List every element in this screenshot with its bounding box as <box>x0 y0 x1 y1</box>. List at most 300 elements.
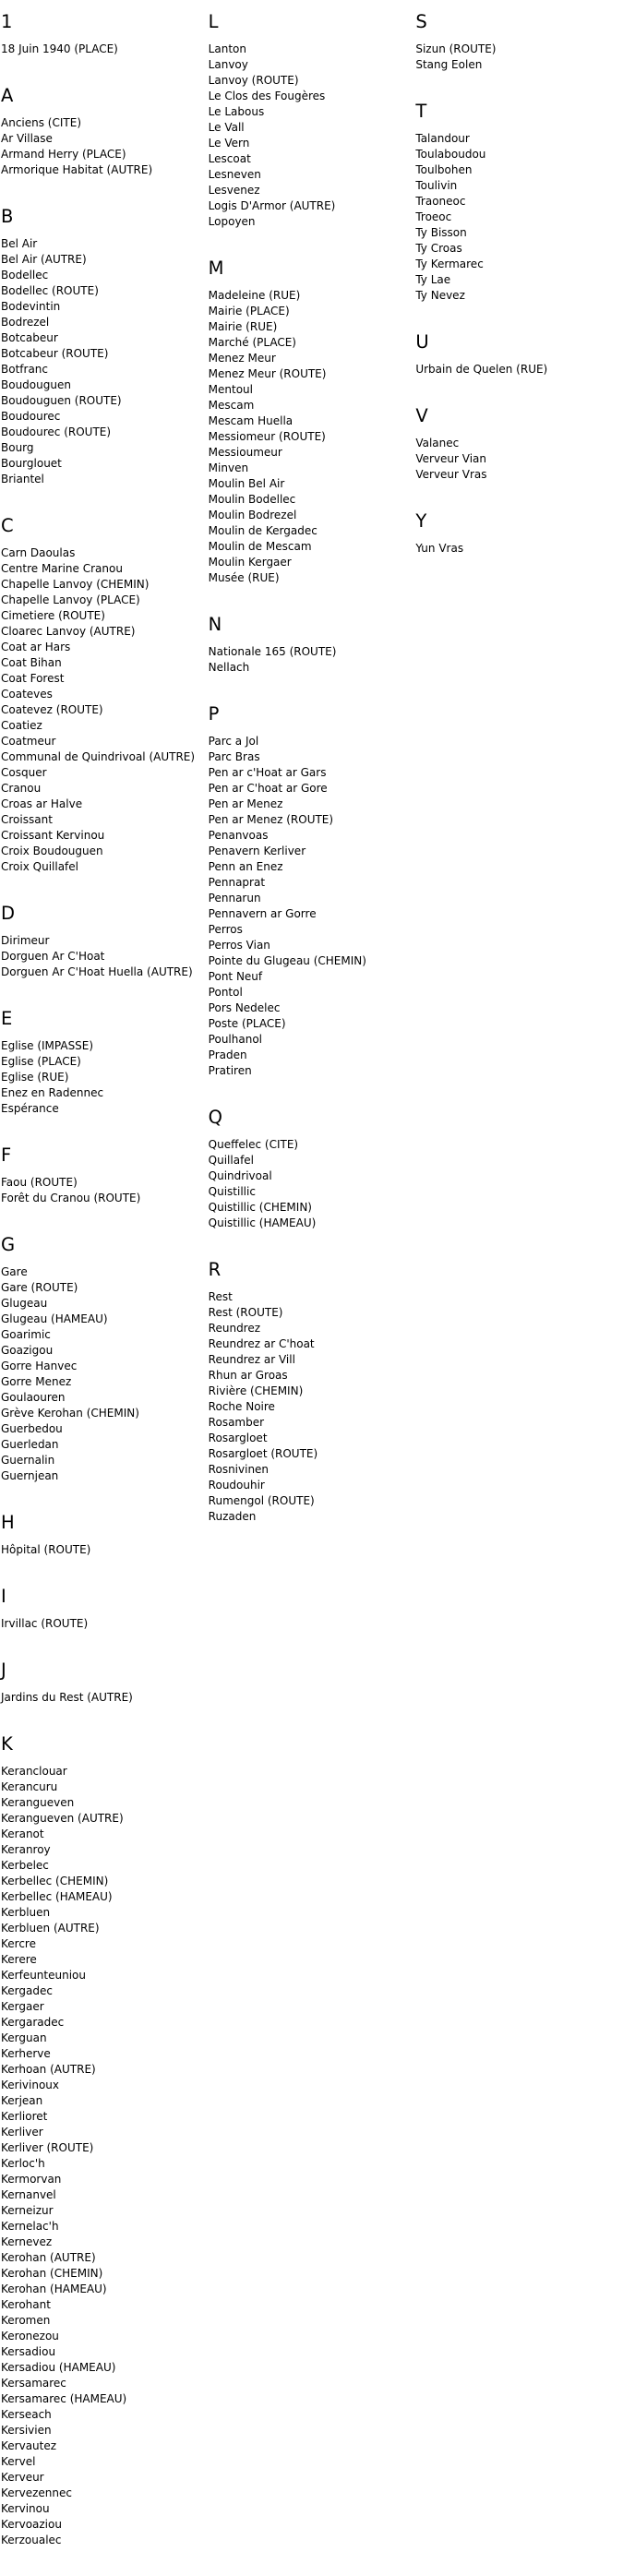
street-list-item <box>209 366 416 382</box>
street-link[interactable]: Hôpital (ROUTE) <box>1 1543 91 1556</box>
street-link[interactable]: Pratiren <box>208 1064 252 1077</box>
street-list-item <box>209 1336 416 1352</box>
street-link[interactable]: Mescam Huella <box>208 414 294 427</box>
street-link[interactable]: Guerledan <box>1 1438 59 1451</box>
street-link[interactable]: Kervezennec <box>1 2486 72 2499</box>
street-link[interactable]: Kerere <box>1 1953 37 1966</box>
street-link[interactable]: Poulhanol <box>208 1033 263 1046</box>
street-link[interactable]: Gare <box>1 1265 28 1278</box>
street-link[interactable]: Reundrez <box>208 1322 261 1335</box>
street-link[interactable]: Kerveur <box>1 2471 44 2484</box>
street-list <box>1 1175 209 1206</box>
street-list-item <box>209 1048 416 1063</box>
street-link[interactable]: Quillafel <box>208 1154 255 1167</box>
street-link[interactable]: Kerliver <box>1 2126 43 2139</box>
street-list <box>1 1690 209 1706</box>
street-link[interactable]: Bourg <box>1 441 34 454</box>
street-link[interactable]: Lesneven <box>208 168 261 181</box>
street-link[interactable]: Coatmeur <box>1 735 56 748</box>
street-link[interactable]: Guernjean <box>1 1469 59 1482</box>
street-link[interactable]: Croix Boudouguen <box>1 845 103 857</box>
street-link[interactable]: Urbain de Quelen (RUE) <box>415 363 548 376</box>
street-list-item <box>209 492 416 508</box>
street-link[interactable]: Kercre <box>1 1937 36 1950</box>
section-letter-heading: S <box>415 11 427 32</box>
street-link[interactable]: Pennavern ar Gorre <box>208 907 317 920</box>
street-link[interactable]: Parc Bras <box>208 750 260 763</box>
street-list-item <box>209 1168 416 1184</box>
street-link[interactable]: Le Clos des Fougères <box>208 90 326 102</box>
street-link[interactable]: Kersamarec <box>1 2377 66 2390</box>
letter-section-s <box>415 11 623 73</box>
street-link[interactable]: Pointe du Glugeau (CHEMIN) <box>208 954 366 967</box>
street-link[interactable]: Lesvenez <box>208 184 260 197</box>
street-link[interactable]: Croissant Kervinou <box>1 829 105 842</box>
street-link[interactable]: Mairie (PLACE) <box>208 305 290 318</box>
street-link[interactable]: Kerohan (AUTRE) <box>1 2251 96 2264</box>
street-link[interactable]: Moulin Kergaer <box>208 556 292 569</box>
street-link[interactable]: Botcabeur (ROUTE) <box>1 347 109 360</box>
street-link[interactable]: Kerbellec (CHEMIN) <box>1 1875 109 1887</box>
street-link[interactable]: Bodevintin <box>1 300 61 313</box>
street-link[interactable]: Le Vern <box>208 137 250 150</box>
street-link[interactable]: Ty Bisson <box>415 226 467 239</box>
street-link[interactable]: Toulivin <box>415 179 458 192</box>
street-link[interactable]: Kerliver (ROUTE) <box>1 2141 94 2154</box>
street-link[interactable]: Rest (ROUTE) <box>208 1306 283 1319</box>
street-link[interactable]: Moulin Bodrezel <box>208 509 297 521</box>
street-link[interactable]: Carn Daoulas <box>1 546 76 559</box>
street-list-item <box>415 57 623 73</box>
street-link[interactable]: Chapelle Lanvoy (CHEMIN) <box>1 578 150 591</box>
street-link[interactable]: Kervautez <box>1 2439 57 2452</box>
street-link[interactable]: Penanvoas <box>208 829 269 842</box>
street-link[interactable]: Ty Kermarec <box>415 258 484 270</box>
street-link[interactable]: Kernevez <box>1 2235 53 2248</box>
street-link[interactable]: Nationale 165 (ROUTE) <box>208 645 337 658</box>
street-link[interactable]: Botcabeur <box>1 331 58 344</box>
street-link[interactable]: Kervel <box>1 2455 36 2468</box>
street-link[interactable]: Goarimic <box>1 1328 51 1341</box>
street-link[interactable]: Penavern Kerliver <box>208 845 306 857</box>
street-list-item <box>209 644 416 660</box>
index-column-1 <box>1 0 209 2576</box>
street-link[interactable]: Kersivien <box>1 2424 52 2437</box>
street-link[interactable]: Gorre Menez <box>1 1375 72 1388</box>
street-list-item <box>1 1690 209 1706</box>
street-list-item <box>209 1289 416 1305</box>
street-link[interactable]: Kerohan (CHEMIN) <box>1 2267 103 2280</box>
street-link[interactable]: Keromen <box>1 2314 51 2327</box>
street-link[interactable]: Stang Eolen <box>415 58 483 71</box>
street-list-item <box>415 241 623 257</box>
street-list-item <box>1 2376 209 2391</box>
street-link[interactable]: Briantel <box>1 473 44 485</box>
street-link[interactable]: Enez en Radennec <box>1 1086 104 1099</box>
letter-section-j <box>1 1659 209 1706</box>
street-link[interactable]: Rivière (CHEMIN) <box>208 1384 304 1397</box>
street-link[interactable]: Kerherve <box>1 2047 51 2060</box>
street-link[interactable]: Kernanvel <box>1 2188 56 2201</box>
street-link[interactable]: Anciens (CITE) <box>1 116 81 129</box>
street-link[interactable]: Communal de Quindrivoal (AUTRE) <box>1 750 196 763</box>
street-link[interactable]: Kervinou <box>1 2502 50 2515</box>
street-list-item <box>1 2344 209 2360</box>
street-link[interactable]: Bel Air <box>1 237 38 250</box>
street-list-item <box>1 561 209 577</box>
street-link[interactable]: Roche Noire <box>208 1400 275 1413</box>
street-link[interactable]: Gare (ROUTE) <box>1 1281 78 1294</box>
street-link[interactable]: Eglise (RUE) <box>1 1071 69 1084</box>
street-list-item <box>1 949 209 965</box>
street-link[interactable]: Keranclouar <box>1 1765 67 1778</box>
street-link[interactable]: Pen ar Menez (ROUTE) <box>208 813 334 826</box>
street-list-item <box>1 2203 209 2219</box>
street-link[interactable]: Pont Neuf <box>208 970 263 983</box>
street-list-item <box>1 1842 209 1858</box>
street-link[interactable]: Kerancuru <box>1 1780 58 1793</box>
street-link[interactable]: Armorique Habitat (AUTRE) <box>1 163 153 176</box>
section-letter-heading: I <box>1 1586 6 1607</box>
street-link[interactable]: Croas ar Halve <box>1 797 83 810</box>
street-link[interactable]: Bel Air (AUTRE) <box>1 253 87 266</box>
street-list-item <box>209 985 416 1000</box>
street-link[interactable]: Perros Vian <box>208 939 270 952</box>
street-link[interactable]: Kermorvan <box>1 2173 62 2186</box>
street-list-item <box>1 1453 209 1468</box>
street-link[interactable]: Coat Bihan <box>1 656 62 669</box>
street-link[interactable]: Sizun (ROUTE) <box>415 42 497 55</box>
street-link[interactable]: Quistillic (HAMEAU) <box>208 1216 317 1229</box>
street-link[interactable]: Bourglouet <box>1 457 62 470</box>
street-list-item <box>209 539 416 555</box>
street-link[interactable]: Kergadec <box>1 1984 53 1997</box>
street-link[interactable]: Kerseach <box>1 2408 52 2421</box>
street-link[interactable]: Rosnivinen <box>208 1463 270 1476</box>
street-link[interactable]: Pen ar C'hoat ar Gore <box>208 782 328 795</box>
street-link[interactable]: Toulbohen <box>415 163 473 176</box>
street-list-item <box>1 315 209 330</box>
street-link[interactable]: Bodrezel <box>1 316 50 329</box>
street-list-item <box>1 1779 209 1795</box>
street-list-item <box>415 362 623 377</box>
letter-section-h <box>1 1512 209 1558</box>
street-list <box>1 1542 209 1558</box>
street-link[interactable]: Kergaer <box>1 2000 44 2013</box>
street-link[interactable]: Glugeau (HAMEAU) <box>1 1312 108 1325</box>
street-link[interactable]: Dorguen Ar C'Hoat Huella (AUTRE) <box>1 965 193 978</box>
street-link[interactable]: Irvillac (ROUTE) <box>1 1617 89 1630</box>
street-link[interactable]: Talandour <box>415 132 470 145</box>
street-link[interactable]: Menez Meur (ROUTE) <box>208 367 327 380</box>
street-link[interactable]: Musée (RUE) <box>208 571 280 584</box>
street-list <box>1 1616 209 1632</box>
street-link[interactable]: Coateves <box>1 688 53 701</box>
street-list-item <box>1 1406 209 1421</box>
street-link[interactable]: Moulin Bodellec <box>208 493 296 506</box>
street-list-item <box>1 2407 209 2423</box>
index-column-2 <box>209 0 416 2576</box>
street-link[interactable]: Rosamber <box>208 1416 265 1429</box>
street-list-item <box>415 194 623 210</box>
street-link[interactable]: Kerohant <box>1 2298 51 2311</box>
street-list-item <box>209 1478 416 1493</box>
letter-section-1 <box>1 11 209 57</box>
street-link[interactable]: Croissant <box>1 813 53 826</box>
street-link[interactable]: Boudouguen (ROUTE) <box>1 394 122 407</box>
street-link[interactable]: Keronezou <box>1 2330 59 2342</box>
letter-section-g <box>1 1234 209 1484</box>
section-letter-heading: V <box>415 405 428 426</box>
street-list-item <box>1 965 209 980</box>
street-list-item <box>1 2140 209 2156</box>
street-link[interactable]: Poste (PLACE) <box>208 1017 286 1030</box>
street-list-item <box>209 73 416 89</box>
street-link[interactable]: Kerloc'h <box>1 2157 45 2170</box>
street-list-item <box>209 1000 416 1016</box>
street-link[interactable]: Kerangueven (AUTRE) <box>1 1812 124 1825</box>
street-link[interactable]: Kervoaziou <box>1 2518 62 2531</box>
street-link[interactable]: Verveur Vian <box>415 452 487 465</box>
street-link[interactable]: Lescoat <box>208 152 251 165</box>
street-list-item <box>209 476 416 492</box>
street-link[interactable]: Pen ar Menez <box>208 797 283 810</box>
street-link[interactable]: Kerbellec (HAMEAU) <box>1 1890 113 1903</box>
street-link[interactable]: Rosargloet <box>208 1432 268 1444</box>
street-link[interactable]: Yun Vras <box>415 542 464 555</box>
street-list-item <box>1 330 209 346</box>
street-list-item <box>209 304 416 319</box>
street-link[interactable]: Kerguan <box>1 2031 47 2044</box>
street-link[interactable]: Coatiez <box>1 719 42 732</box>
street-link[interactable]: Eglise (IMPASSE) <box>1 1039 94 1052</box>
street-list-item <box>1 687 209 702</box>
street-link[interactable]: Guerbedou <box>1 1422 63 1435</box>
street-list-item <box>1 1999 209 2015</box>
street-list-item <box>1 1921 209 1936</box>
street-link[interactable]: Rhun ar Groas <box>208 1369 288 1382</box>
street-link[interactable]: Ar Villase <box>1 132 53 145</box>
street-link[interactable]: Chapelle Lanvoy (PLACE) <box>1 593 140 606</box>
street-link[interactable]: Lopoyen <box>208 215 256 228</box>
street-link[interactable]: Glugeau <box>1 1297 48 1310</box>
street-link[interactable]: Kerjean <box>1 2094 43 2107</box>
street-link[interactable]: Kerlioret <box>1 2110 48 2123</box>
street-link[interactable]: Coat Forest <box>1 672 65 685</box>
street-list-item <box>1 2470 209 2486</box>
street-link[interactable]: Mairie (RUE) <box>208 320 278 333</box>
street-list-item <box>1 1468 209 1484</box>
street-list-item <box>209 136 416 151</box>
street-link[interactable]: Kerohan (HAMEAU) <box>1 2282 107 2295</box>
street-list-item <box>1 1811 209 1827</box>
street-link[interactable]: Dorguen Ar C'Hoat <box>1 950 105 963</box>
street-list-item <box>1 718 209 734</box>
street-link[interactable]: Cranou <box>1 782 42 795</box>
street-link[interactable]: Kersadiou <box>1 2345 56 2358</box>
street-list-item <box>209 660 416 676</box>
street-link[interactable]: Goulaouren <box>1 1391 66 1404</box>
street-link[interactable]: Cimetiere (ROUTE) <box>1 609 105 622</box>
street-link[interactable]: Kerbelec <box>1 1859 49 1872</box>
street-link[interactable]: Bodellec (ROUTE) <box>1 284 99 297</box>
street-link[interactable]: Coat ar Hars <box>1 641 71 653</box>
street-link[interactable]: Logis D'Armor (AUTRE) <box>208 199 336 212</box>
street-link[interactable]: Rumengol (ROUTE) <box>208 1494 315 1507</box>
street-link[interactable]: Grève Kerohan (CHEMIN) <box>1 1407 139 1420</box>
street-link[interactable]: Rosargloet (ROUTE) <box>208 1447 318 1460</box>
street-link[interactable]: Lanvoy <box>208 58 248 71</box>
street-list-item <box>1 409 209 425</box>
street-link[interactable]: Goazigou <box>1 1344 54 1357</box>
street-link[interactable]: Nellach <box>208 661 250 674</box>
street-link[interactable]: Cosquer <box>1 766 47 779</box>
street-link[interactable]: Pontol <box>208 986 243 999</box>
street-link[interactable]: Kerbluen <box>1 1906 51 1919</box>
street-link[interactable]: Botfranc <box>1 363 48 376</box>
section-letter-heading: Q <box>208 1107 223 1128</box>
street-link[interactable]: Marché (PLACE) <box>208 336 296 349</box>
street-list-item <box>415 147 623 162</box>
street-link[interactable]: Kernelac'h <box>1 2220 59 2233</box>
street-list-item <box>209 1200 416 1216</box>
street-link[interactable]: Ruzaden <box>208 1510 257 1523</box>
street-link[interactable]: Valanec <box>415 437 460 449</box>
street-link[interactable]: Troeoc <box>415 210 452 223</box>
street-link[interactable]: Praden <box>208 1048 247 1061</box>
street-link[interactable]: Verveur Vras <box>415 468 487 481</box>
street-link[interactable]: Boudouguen <box>1 378 71 391</box>
street-link[interactable]: Kersadiou (HAMEAU) <box>1 2361 116 2374</box>
street-link[interactable]: Traoneoc <box>415 195 466 208</box>
street-link[interactable]: Reundrez ar Vill <box>208 1353 295 1366</box>
street-link[interactable]: Mentoul <box>208 383 253 396</box>
letter-section-f <box>1 1144 209 1206</box>
street-list-item <box>415 288 623 304</box>
street-list-item <box>1 2078 209 2093</box>
street-list <box>415 362 623 377</box>
street-link[interactable]: Lanton <box>208 42 246 55</box>
street-link[interactable]: Reundrez ar C'hoat <box>208 1337 315 1350</box>
street-link[interactable]: Mescam <box>208 399 255 412</box>
street-list <box>209 644 416 676</box>
street-link[interactable]: Quistillic <box>208 1185 256 1198</box>
street-link[interactable]: Bodellec <box>1 269 49 282</box>
street-link[interactable]: Rest <box>208 1290 233 1303</box>
street-link[interactable]: Kerivinoux <box>1 2079 60 2091</box>
street-link[interactable]: Ty Croas <box>415 242 462 255</box>
street-link[interactable]: Moulin de Kergadec <box>208 524 317 537</box>
street-link[interactable]: Minven <box>208 461 249 474</box>
street-list-item <box>1 268 209 283</box>
section-letter-heading: U <box>415 331 429 353</box>
street-link[interactable]: Madeleine (RUE) <box>208 289 301 302</box>
street-link[interactable]: Messiomeur (ROUTE) <box>208 430 326 443</box>
street-link[interactable]: Le Labous <box>208 105 265 118</box>
street-list <box>415 436 623 483</box>
street-link[interactable]: Messioumeur <box>208 446 282 459</box>
street-link[interactable]: Kerfeunteuniou <box>1 1969 86 1982</box>
street-list-item <box>1 1874 209 1889</box>
street-link[interactable]: Centre Marine Cranou <box>1 562 123 575</box>
street-link[interactable]: Kerhoan (AUTRE) <box>1 2063 96 2076</box>
street-link[interactable]: Toulaboudou <box>415 148 486 161</box>
street-link[interactable]: Kerneizur <box>1 2204 54 2217</box>
letter-section-e <box>1 1008 209 1117</box>
street-link[interactable]: Parc a Jol <box>208 735 259 748</box>
street-link[interactable]: Jardins du Rest (AUTRE) <box>1 1691 133 1704</box>
street-list-item <box>1 1437 209 1453</box>
street-link[interactable]: Menez Meur <box>208 352 276 365</box>
street-link[interactable]: Boudourec (ROUTE) <box>1 425 112 438</box>
street-link[interactable]: Forêt du Cranou (ROUTE) <box>1 1192 141 1204</box>
street-link[interactable]: Ty Lae <box>415 273 451 286</box>
street-link[interactable]: Penn an Enez <box>208 860 283 873</box>
street-link[interactable]: Kerbluen (AUTRE) <box>1 1922 100 1935</box>
street-link[interactable]: Eglise (PLACE) <box>1 1055 81 1068</box>
street-list-item <box>209 1016 416 1032</box>
street-list-item <box>1 2062 209 2078</box>
street-list-item <box>1 545 209 561</box>
street-link[interactable]: Armand Herry (PLACE) <box>1 148 126 161</box>
street-link[interactable]: Pors Nedelec <box>208 1001 281 1014</box>
street-link[interactable]: Kersamarec (HAMEAU) <box>1 2392 127 2405</box>
street-link[interactable]: Perros <box>208 923 243 936</box>
street-link[interactable]: Coatevez (ROUTE) <box>1 703 103 716</box>
street-link[interactable]: Pen ar c'Hoat ar Gars <box>208 766 327 779</box>
street-link[interactable]: Moulin de Mescam <box>208 540 312 553</box>
street-link[interactable]: Cloarec Lanvoy (AUTRE) <box>1 625 136 638</box>
street-link[interactable]: Kerzoualec <box>1 2534 62 2546</box>
street-link[interactable]: Dirimeur <box>1 934 50 947</box>
street-link[interactable]: Espérance <box>1 1102 59 1115</box>
street-list <box>1 236 209 487</box>
street-list-item <box>1 2438 209 2454</box>
street-link[interactable]: Croix Quillafel <box>1 860 78 873</box>
street-link[interactable]: Roudouhir <box>208 1479 265 1492</box>
street-link[interactable]: Quindrivoal <box>208 1169 272 1182</box>
street-list <box>1 1264 209 1484</box>
street-list-item <box>1 2015 209 2031</box>
street-link[interactable]: Lanvoy (ROUTE) <box>208 74 299 87</box>
street-list-item <box>1 2172 209 2187</box>
street-list-item <box>1 2501 209 2517</box>
street-link[interactable]: Gorre Hanvec <box>1 1360 78 1372</box>
letter-section-a <box>1 85 209 178</box>
street-list-item <box>1 1858 209 1874</box>
street-list-item <box>209 1415 416 1431</box>
street-link[interactable]: Ty Nevez <box>415 289 465 302</box>
street-link[interactable]: Pennarun <box>208 892 261 905</box>
street-link[interactable]: Kergaradec <box>1 2016 65 2029</box>
street-link[interactable]: Keranroy <box>1 1843 51 1856</box>
street-link[interactable]: Guernalin <box>1 1454 55 1467</box>
street-link[interactable]: Keranot <box>1 1827 44 1840</box>
street-link[interactable]: Queffelec (CITE) <box>208 1138 299 1151</box>
street-link[interactable]: Moulin Bel Air <box>208 477 285 490</box>
street-list-item <box>415 436 623 451</box>
street-link[interactable]: Quistillic (CHEMIN) <box>208 1201 312 1214</box>
street-link[interactable]: Faou (ROUTE) <box>1 1176 78 1189</box>
section-letter-heading: E <box>1 1008 13 1029</box>
street-list-item <box>1 1070 209 1085</box>
street-link[interactable]: 18 Juin 1940 (PLACE) <box>1 42 118 55</box>
street-link[interactable]: Pennaprat <box>208 876 266 889</box>
street-link[interactable]: Kerangueven <box>1 1796 75 1809</box>
street-link[interactable]: Le Vall <box>208 121 245 134</box>
section-letter-heading: B <box>1 206 14 227</box>
street-link[interactable]: Boudourec <box>1 410 61 423</box>
